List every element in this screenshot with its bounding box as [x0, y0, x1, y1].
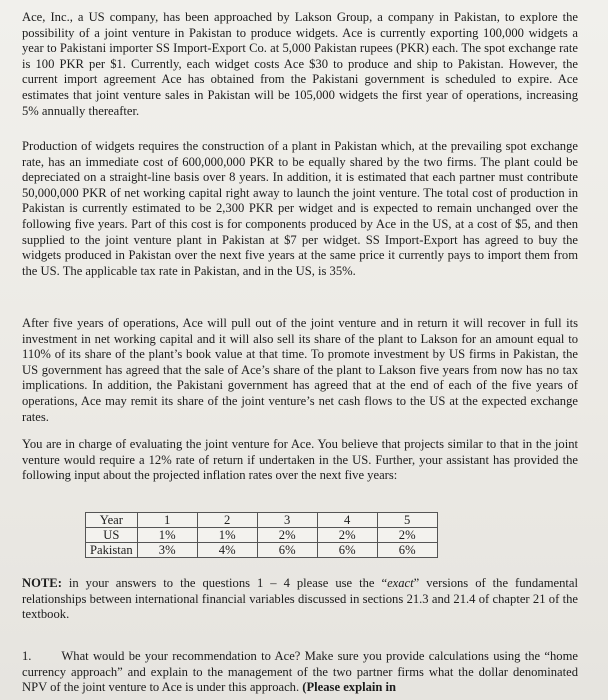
- table-header-row: [86, 513, 438, 528]
- table-cell: 6%: [257, 543, 317, 558]
- paragraph-company-background: Ace, Inc., a US company, has been approached by Lakson Group, a company in Pakistan, to explore the possibility of a joint venture in Pakistan to produce widgets. Ace is currently exporting 100,000 widgets a year to Pakistani importer SS Import-Export Co. at 5,000 Pakistan rupees (PKR) each. The spot exchange rate is 100 PKR per $1. Currently, each widget costs Ace $30 to produce and ship to Pakistan. However, the current import agreement Ace has obtained from the Pakistani government is scheduled to expire. Ace estimates that joint venture sales in Pakistan will be 105,000 widgets the first year of operations, increasing 5% annually thereafter.: [22, 10, 578, 118]
- table-cell: 1%: [137, 528, 197, 543]
- question-1: [22, 649, 578, 696]
- table-cell: 4%: [197, 543, 257, 558]
- table-cell: 5: [377, 513, 437, 528]
- table-cell: Pakistan: [86, 543, 138, 558]
- table-cell: 6%: [377, 543, 437, 558]
- note-label: NOTE:: [22, 576, 62, 590]
- note-text: ” versions of the fundamental relationships between international financial variables discussed in sections 21.3 and 21.4 of chapter 21 of the textbook.: [22, 576, 578, 622]
- table-cell: 3: [257, 513, 317, 528]
- note-emphasis: exact: [387, 576, 414, 590]
- table-cell: 4: [317, 513, 377, 528]
- table-cell: 2: [197, 513, 257, 528]
- question-number: 1.: [22, 649, 32, 663]
- table-cell: US: [86, 528, 138, 543]
- table-cell: 2%: [317, 528, 377, 543]
- table-cell: 2%: [377, 528, 437, 543]
- paragraph-exit-terms: After five years of operations, Ace will pull out of the joint venture and in return it will recover in full its investment in net working capital and it will also sell its share of the plant to Lakson for an amount equal to 110% of its share of the plant’s book value at that time. To promote investment by US firms in Pakistan, the US government has agreed that the sale of Ace’s share of the plant to Lakson five years from now has no tax implications. In addition, the Pakistani government has agreed that at the end of each of the five years of operations, Ace may remit its share of the joint venture’s net cash flows to the US at the expected exchange rates.: [22, 316, 578, 424]
- table-cell: 3%: [137, 543, 197, 558]
- question-bold-text: (Please explain in: [302, 680, 397, 695]
- paragraph-evaluation: You are in charge of evaluating the joint venture for Ace. You believe that projects similar to that in the joint venture would require a 12% rate of return if undertaken in the US. Further, your assistant has provided the following input about the projected inflation rates over the next five years:: [22, 437, 578, 483]
- table-cell: 1%: [197, 528, 257, 543]
- table-cell: 6%: [317, 543, 377, 558]
- note-paragraph: [22, 576, 578, 623]
- table-cell: 2%: [257, 528, 317, 543]
- inflation-table: [85, 512, 438, 558]
- table-row: [86, 528, 438, 543]
- note-text: in your answers to the questions 1 – 4 please use the “: [61, 576, 388, 590]
- question-text: What would be your recommendation to Ace? Make sure you provide calculations using the “home currency approach” and explain to the management of the two partner firms what the dollar denominated NPV of the joint venture to Ace is under this approach.: [22, 649, 578, 695]
- paragraph-production: Production of widgets requires the construction of a plant in Pakistan which, at the prevailing spot exchange rate, has an immediate cost of 600,000,000 PKR to be equally shared by the two firms. The plant could be depreciated on a straight-line basis over 8 years. In addition, it is estimated that each partner must contribute 50,000,000 PKR of net working capital right away to launch the joint venture. The total cost of production in Pakistan is currently estimated to be 2,300 PKR per widget and is expected to remain unchanged over the following five years. Part of this cost is for components produced by Ace in the US, at a cost of $5, and then supplied to the joint venture plant in Pakistan at $7 per widget. SS Import-Export has agreed to buy the widgets produced in Pakistan over the next five years at the same price it currently pays to import them from the US. The applicable tax rate in Pakistan, and in the US, is 35%.: [22, 139, 578, 278]
- table-cell: 1: [137, 513, 197, 528]
- table-cell: Year: [86, 513, 138, 528]
- table-row: [86, 543, 438, 558]
